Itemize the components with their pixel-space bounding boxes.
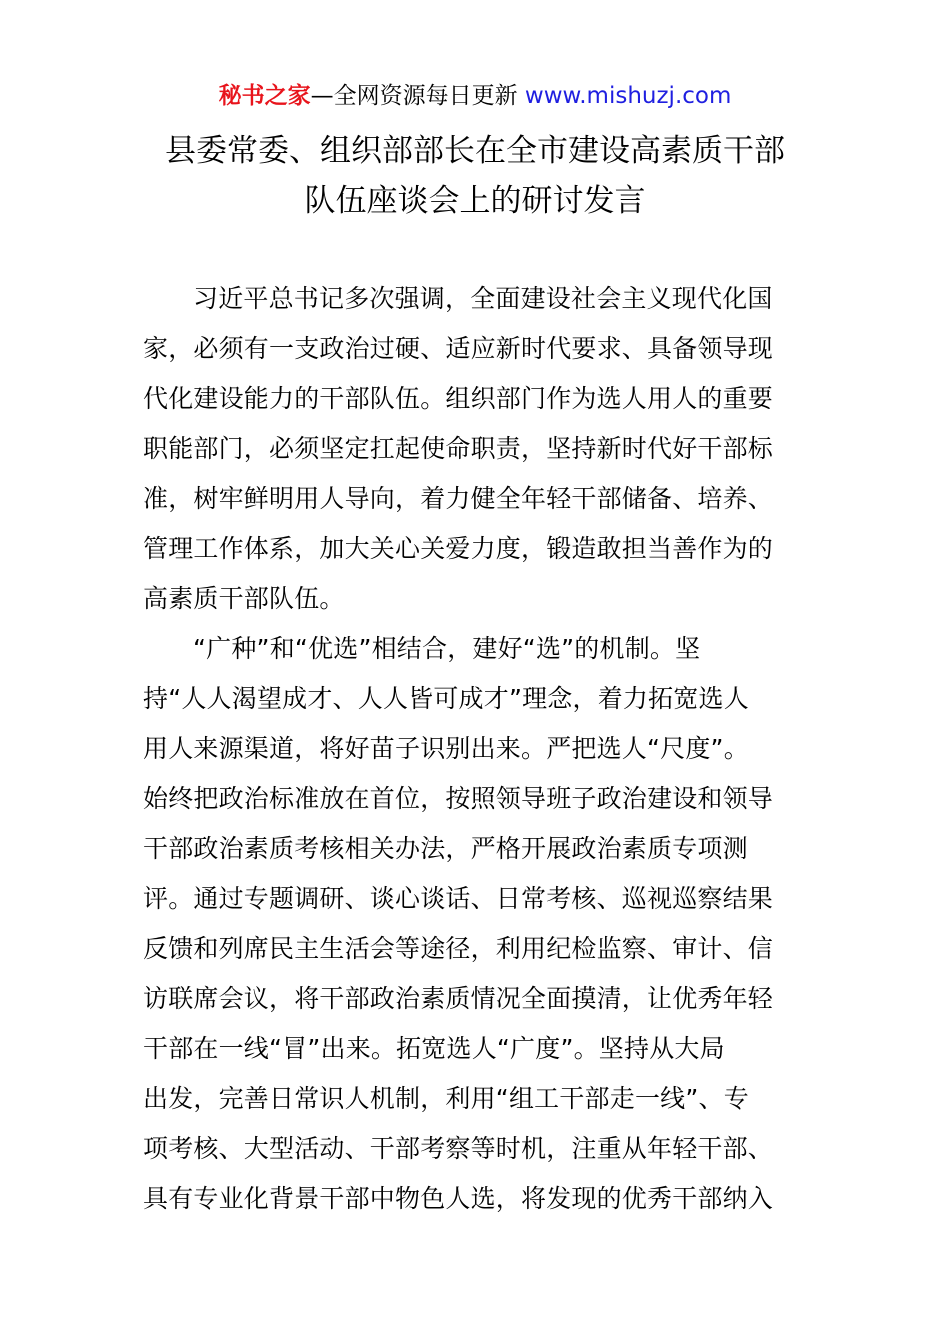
- paragraph-1-line: 管理工作体系，加大关心关爱力度，锻造敢担当善作为的: [143, 534, 774, 563]
- paragraph-2-line: 项考核、大型活动、干部考察等时机，注重从年轻干部、: [143, 1134, 774, 1163]
- paragraph-2-line: 始终把政治标准放在首位，按照领导班子政治建设和领导: [143, 784, 774, 813]
- document-title-line-2: 队伍座谈会上的研讨发言: [304, 183, 646, 219]
- paragraph-2-line: 干部在一线“冒”出来。拓宽选人“广度”。坚持从大局: [143, 1034, 725, 1063]
- document-title-line-1: 县委常委、组织部部长在全市建设高素质干部: [165, 133, 785, 169]
- paragraph-2-line: 用人来源渠道，将好苗子识别出来。严把选人“尺度”。: [143, 734, 749, 763]
- site-url-link[interactable]: www.mishuzj.com: [524, 83, 732, 109]
- paragraph-1-line: 习近平总书记多次强调，全面建设社会主义现代化国: [193, 284, 773, 313]
- paragraph-2-line: 评。通过专题调研、谈心谈话、日常考核、巡视巡察结果: [143, 884, 774, 913]
- paragraph-2-line: 反馈和列席民主生活会等途径，利用纪检监察、审计、信: [143, 934, 774, 963]
- document-title: [0, 126, 950, 226]
- paragraph-1-line: 家，必须有一支政治过硬、适应新时代要求、具备领导现: [143, 334, 774, 363]
- paragraph-1-line: 代化建设能力的干部队伍。组织部门作为选人用人的重要: [143, 384, 774, 413]
- document-body: [143, 274, 807, 1224]
- paragraph-2-line: 具有专业化背景干部中物色人选，将发现的优秀干部纳入: [143, 1184, 774, 1213]
- paragraph-1-line: 准，树牢鲜明用人导向，着力健全年轻干部储备、培养、: [143, 484, 774, 513]
- paragraph-1-line: 高素质干部队伍。: [143, 584, 345, 613]
- paragraph-2-line: 出发，完善日常识人机制，利用“组工干部走一线”、专: [143, 1084, 749, 1113]
- paragraph-1-line: 职能部门，必须坚定扛起使命职责，坚持新时代好干部标: [143, 434, 774, 463]
- paragraph-2-line: “广种”和“优选”相结合，建好“选”的机制。坚: [193, 634, 701, 663]
- site-brand: 秘书之家: [218, 83, 311, 109]
- site-tagline: —全网资源每日更新: [310, 83, 525, 109]
- paragraph-2-line: 访联席会议，将干部政治素质情况全面摸清，让优秀年轻: [143, 984, 774, 1013]
- paragraph-2-line: 干部政治素质考核相关办法，严格开展政治素质专项测: [143, 834, 748, 863]
- site-header: [0, 80, 950, 112]
- paragraph-2-line: 持“人人渴望成才、人人皆可成才”理念，着力拓宽选人: [143, 684, 749, 713]
